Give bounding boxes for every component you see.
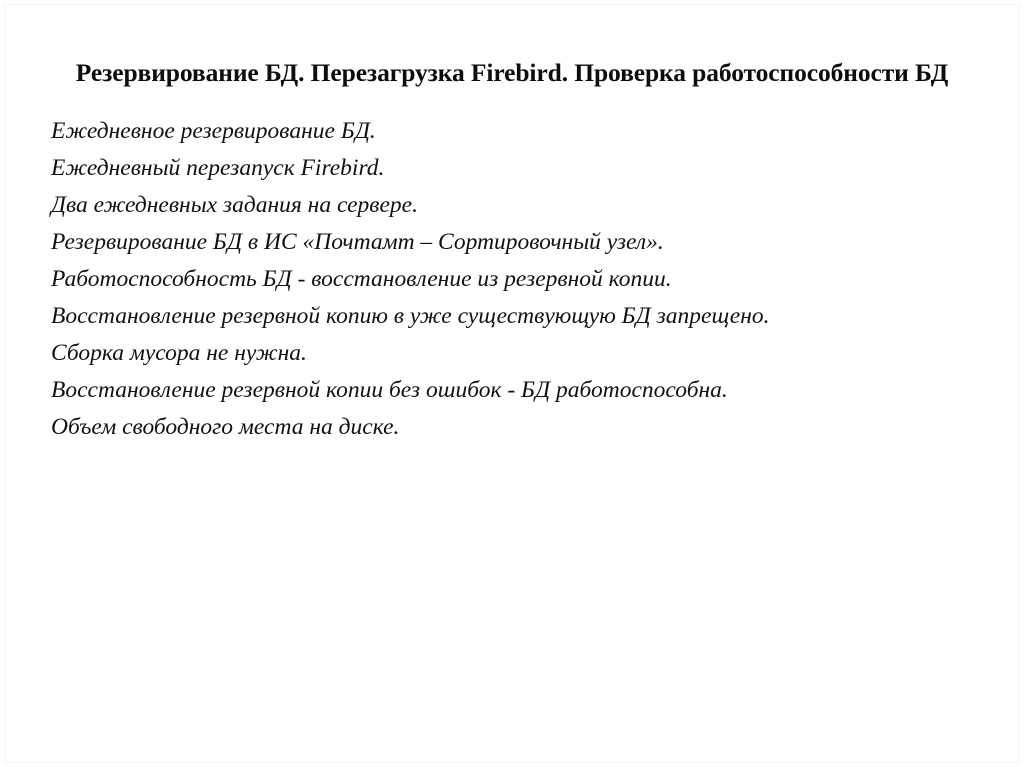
body-line: Сборка мусора не нужна. — [51, 340, 307, 366]
slide-body-text-block — [51, 113, 981, 446]
body-line: Ежедневное резервирование БД. — [51, 118, 376, 144]
body-line: Восстановление резервной копии без ошибок - БД работоспособна. — [51, 377, 728, 403]
body-line: Резервирование БД в ИС «Почтамт – Сортировочный узел». — [51, 229, 664, 255]
body-line: Объем свободного места на диске. — [51, 414, 400, 440]
body-line: Ежедневный перезапуск Firebird. — [51, 155, 385, 181]
body-line: Восстановление резервной копию в уже существующую БД запрещено. — [51, 303, 770, 329]
slide-title: Резервирование БД. Перезагрузка Firebird. Проверка работоспособности БД — [75, 58, 949, 87]
body-line: Работоспособность БД - восстановление из резервной копии. — [51, 266, 672, 292]
body-line: Два ежедневных задания на сервере. — [51, 192, 418, 218]
